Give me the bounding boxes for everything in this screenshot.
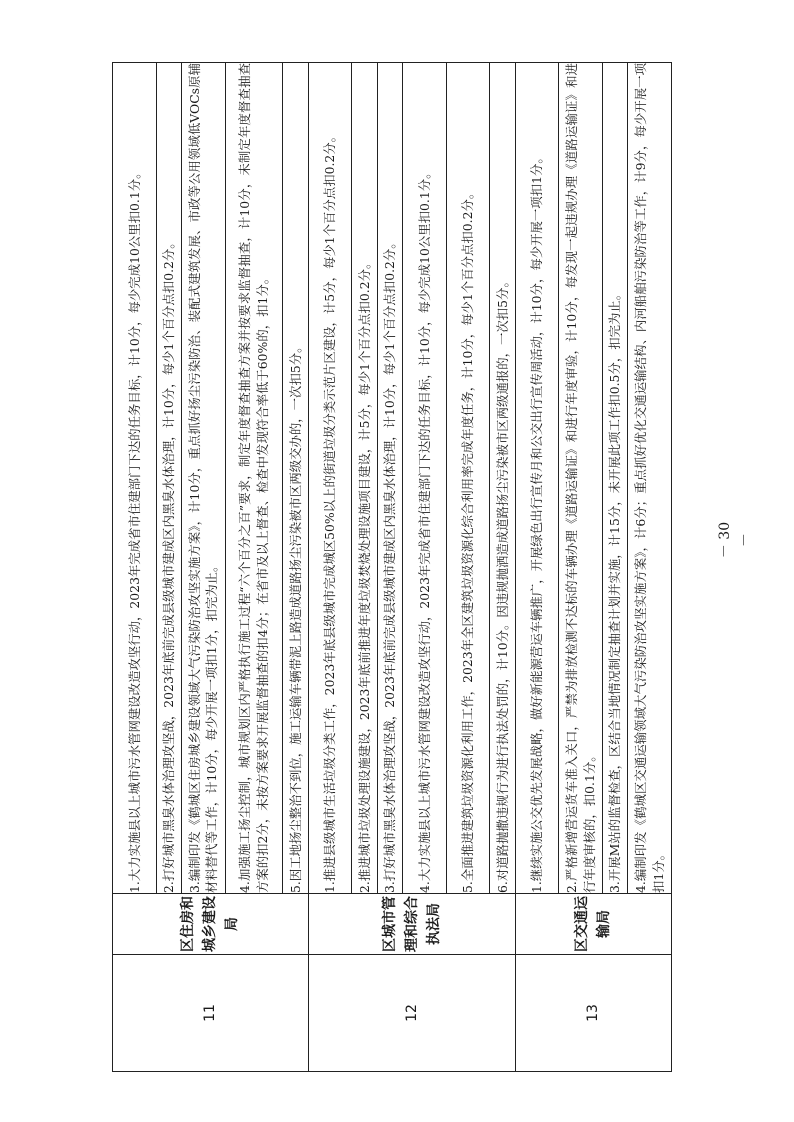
criteria-item: 1.推进县级城市生活垃圾分类工作，2023年底县级城市完成城区50%以上的街道垃圾分类示范片区建设，计5分，每少1个百分点扣0.2分。 (308, 63, 352, 894)
criteria-item: 5.全面推进建筑垃圾资源化利用工作，2023年全区建筑垃圾资源化综合利用率完成年度任务，计10分，每少1个百分点扣0.2分。 (446, 63, 490, 894)
criteria-item: 3.开展M站的监督检查，区结合当地情况制定抽查计划并实施，计15分，未开展此项工作扣0.5分，扣完为止。 (602, 63, 627, 894)
row-number: 12 (308, 955, 515, 1072)
assessment-table (112, 62, 672, 1072)
table-row (515, 63, 559, 1072)
criteria-item: 2.推进城市垃圾处理设施建设，2023年底前推进年度垃圾焚烧处理设施项目建设，计5分，每少1个百分点扣0.2分。 (352, 63, 377, 894)
criteria-item: 4.加强施工扬尘控制，城市规划区内严格执行施工过程“六个百分之百”要求，制定年度督查抽查方案并按要求监督抽查，计10分，未制定年度督查抽查方案的扣2分，未按方案要求开展监督抽查的扣4分；在省市及以上督查、检查中发现符合率低于60%的，扣1分。 (225, 63, 283, 894)
department-name: 区城市管理和综合执法局 (308, 894, 515, 955)
criteria-item: 1.继续实施公交优先发展战略，做好新能源营运车辆推广，开展绿色出行宣传月和公交出行宣传周活动，计10分，每少开展一项扣1分。 (515, 63, 559, 894)
rotated-table-container (112, 62, 672, 1072)
criteria-item: 2.打好城市黑臭水体治理攻坚战，2023年底前完成县级城市建成区内黑臭水体治理，计10分，每少1个百分点扣0.2分。 (156, 63, 181, 894)
table-row (308, 63, 352, 1072)
criteria-item: 3.编制印发《鹤城区住房城乡建设领域大气污染防治攻坚实施方案》，计10分，重点抓好扬尘污染防治、装配式建筑发展、市政等公用领域低VOCs原辅材料替代等工作，计10分，每少开展一项扣1分，扣完为止。 (181, 63, 225, 894)
criteria-item: 4.编制印发《鹤城区交通运输领域大气污染防治攻坚实施方案》，计6分；重点抓好优化交通运输结构、内河船舶污染防治等工作，计9分，每少开展一项扣1分。 (628, 63, 672, 894)
criteria-item: 3.打好城市黑臭水体治理攻坚战，2023年底前完成县级城市建成区内黑臭水体治理，计10分，每少1个百分点扣0.2分。 (377, 63, 402, 894)
criteria-item: 5.因工地扬尘整治不到位，施工运输车辆带泥上路造成道路扬尘污染被市区两级交办的，一次扣5分。 (283, 63, 308, 894)
row-number: 11 (113, 955, 309, 1072)
table-row (113, 63, 157, 1072)
department-name: 区交通运输局 (515, 894, 671, 955)
row-number: 13 (515, 955, 671, 1072)
criteria-item: 6.对道路抛撒违规行为进行执法处罚的，计10分。因违规抛洒造成道路扬尘污染被市区两级通报的，一次扣5分。 (490, 63, 515, 894)
page-number: － 30 － (717, 521, 753, 559)
criteria-item: 1.大力实施县以上城市污水管网建设改造攻坚行动，2023年完成省市住建部门下达的任务目标，计10分，每少完成10公里扣0.1分。 (113, 63, 157, 894)
department-name: 区住房和城乡建设局 (113, 894, 309, 955)
criteria-item: 4.大力实施县以上城市污水管网建设改造攻坚行动，2023年完成省市住建部门下达的任务目标，计10分，每少完成10公里扣0.1分。 (403, 63, 447, 894)
criteria-item: 2.严格新增营运货车准入关口，严禁为排放检测不达标的车辆办理《道路运输证》和进行年度审验，计10分，每发现一起违规办理《道路运输证》和进行年度审核的，扣0.1分。 (559, 63, 603, 894)
